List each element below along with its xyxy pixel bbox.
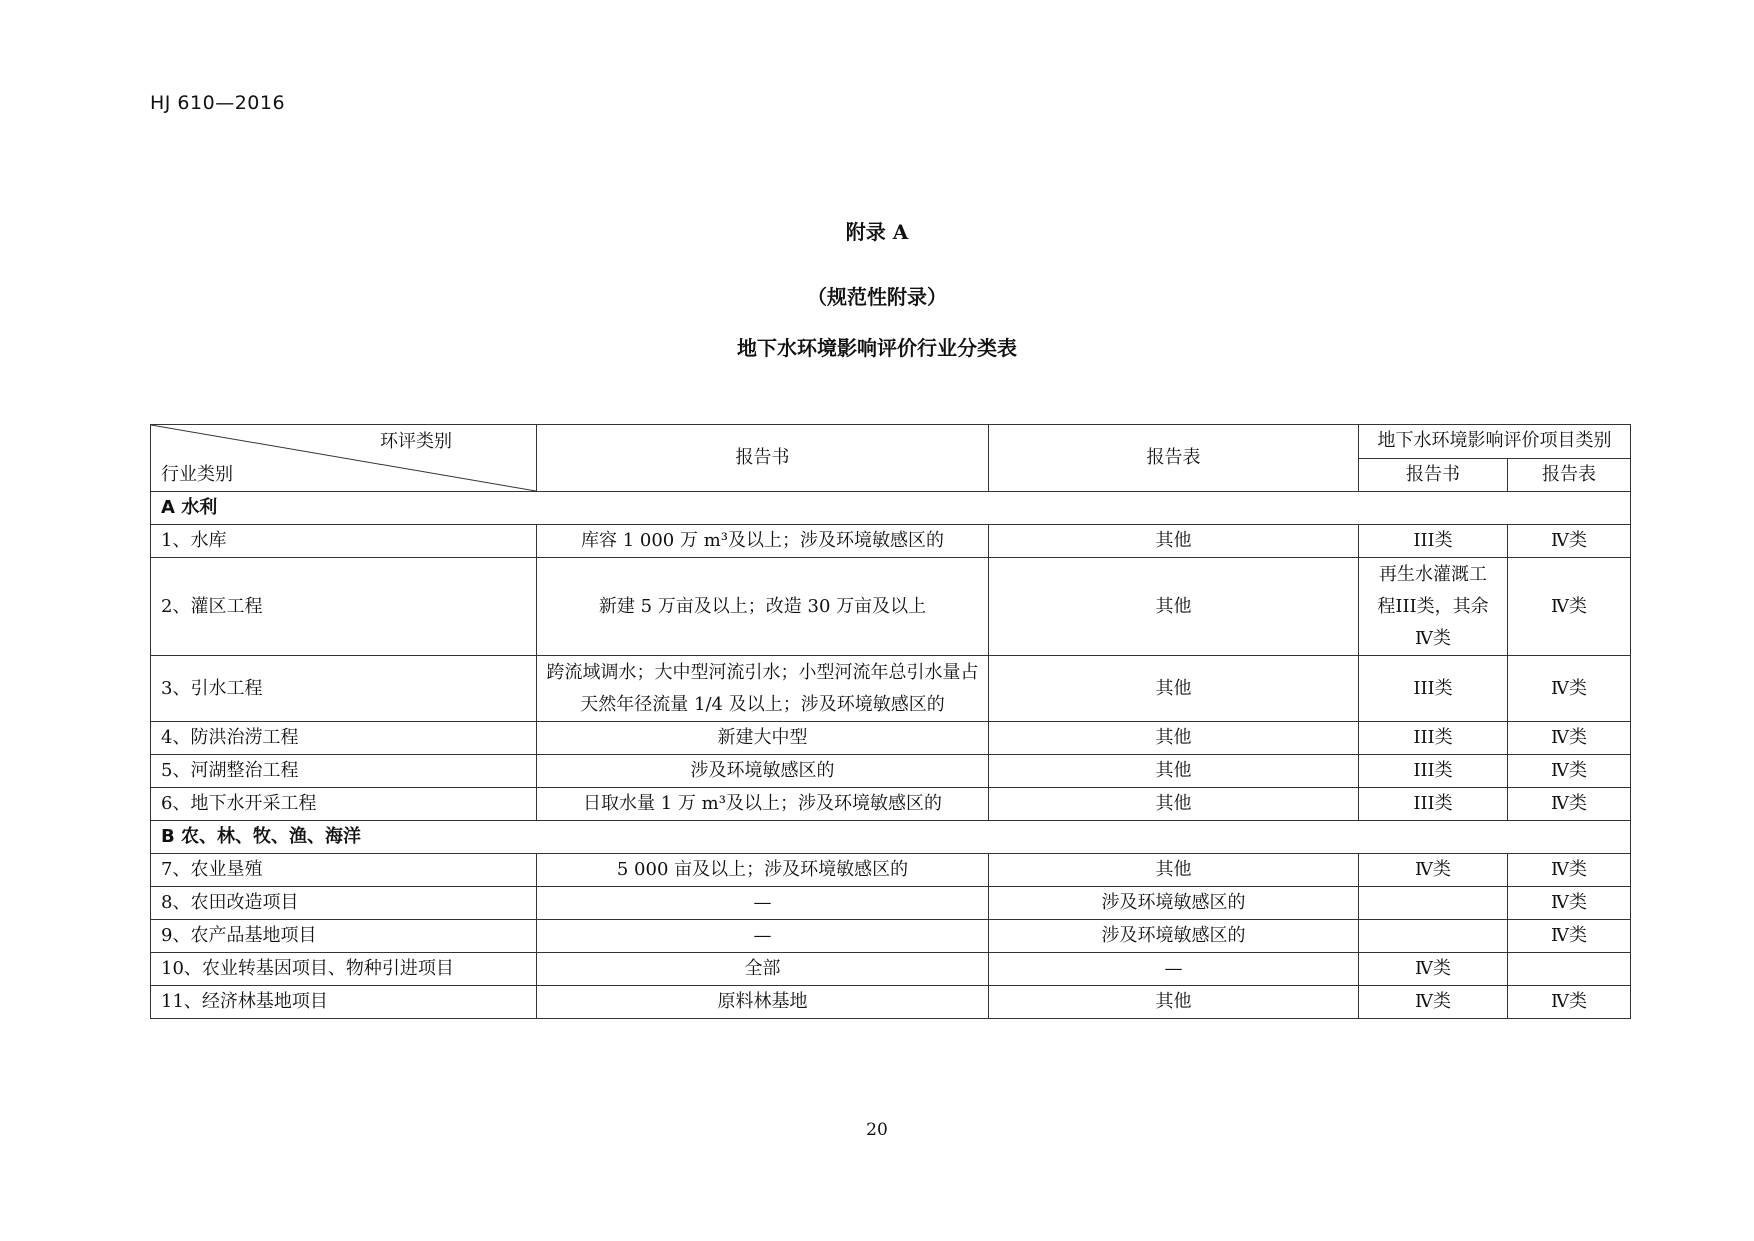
header-industry-category: 行业类别 [161, 464, 233, 485]
report-form-cell: 其他 [989, 525, 1359, 558]
report-book-cell: 库容 1 000 万 m³及以上；涉及环境敏感区的 [537, 525, 989, 558]
header-eia-category: 环评类别 [380, 431, 452, 452]
table-row [151, 656, 1631, 722]
gw-book-cell: III类 [1359, 788, 1508, 821]
table-row [151, 986, 1631, 1019]
industry-cell: 5、河湖整治工程 [151, 755, 537, 788]
gw-form-cell: Ⅳ类 [1508, 920, 1631, 953]
report-form-cell: 涉及环境敏感区的 [989, 887, 1359, 920]
table-row [151, 854, 1631, 887]
header-report-form: 报告表 [989, 425, 1359, 492]
gw-form-cell: Ⅳ类 [1508, 755, 1631, 788]
section-title: B 农、林、牧、渔、海洋 [151, 821, 1631, 854]
gw-book-cell: III类 [1359, 722, 1508, 755]
table-row [151, 788, 1631, 821]
header-gw-report-form: 报告表 [1508, 458, 1631, 492]
industry-classification-table [150, 424, 1631, 1019]
table-row [151, 755, 1631, 788]
report-book-cell: — [537, 920, 989, 953]
page-number: 20 [866, 1120, 888, 1140]
gw-form-cell: Ⅳ类 [1508, 525, 1631, 558]
industry-cell: 2、灌区工程 [151, 558, 537, 656]
table-row [151, 887, 1631, 920]
report-form-cell: 涉及环境敏感区的 [989, 920, 1359, 953]
table-row [151, 558, 1631, 656]
gw-book-cell: III类 [1359, 755, 1508, 788]
report-book-cell: 日取水量 1 万 m³及以上；涉及环境敏感区的 [537, 788, 989, 821]
header-gw-report-book: 报告书 [1359, 458, 1508, 492]
appendix-title: 附录 A [845, 220, 909, 244]
gw-form-cell: Ⅳ类 [1508, 788, 1631, 821]
report-book-cell: 新建大中型 [537, 722, 989, 755]
table-row [151, 722, 1631, 755]
diagonal-header-cell [151, 425, 537, 492]
report-book-cell: 原料林基地 [537, 986, 989, 1019]
report-book-cell: 全部 [537, 953, 989, 986]
report-form-cell: 其他 [989, 788, 1359, 821]
report-form-cell: 其他 [989, 558, 1359, 656]
gw-form-cell: Ⅳ类 [1508, 887, 1631, 920]
gw-form-cell: Ⅳ类 [1508, 722, 1631, 755]
gw-form-cell: Ⅳ类 [1508, 854, 1631, 887]
report-form-cell: — [989, 953, 1359, 986]
section-title: A 水利 [151, 492, 1631, 525]
table-title: 地下水环境影响评价行业分类表 [737, 336, 1017, 360]
report-book-cell: 跨流域调水；大中型河流引水；小型河流年总引水量占天然年径流量 1/4 及以上；涉及环境敏感区的 [537, 656, 989, 722]
table-row [151, 525, 1631, 558]
report-book-cell: 新建 5 万亩及以上；改造 30 万亩及以上 [537, 558, 989, 656]
report-form-cell: 其他 [989, 656, 1359, 722]
report-form-cell: 其他 [989, 854, 1359, 887]
table-row [151, 920, 1631, 953]
table-row [151, 953, 1631, 986]
gw-form-cell: Ⅳ类 [1508, 986, 1631, 1019]
report-form-cell: 其他 [989, 755, 1359, 788]
document-code: HJ 610—2016 [150, 92, 286, 114]
industry-cell: 4、防洪治涝工程 [151, 722, 537, 755]
industry-cell: 7、农业垦殖 [151, 854, 537, 887]
industry-cell: 11、经济林基地项目 [151, 986, 537, 1019]
report-form-cell: 其他 [989, 722, 1359, 755]
gw-book-cell [1359, 887, 1508, 920]
industry-cell: 6、地下水开采工程 [151, 788, 537, 821]
header-gw-category: 地下水环境影响评价项目类别 [1359, 425, 1631, 459]
gw-form-cell [1508, 953, 1631, 986]
gw-form-cell: Ⅳ类 [1508, 656, 1631, 722]
gw-book-cell [1359, 920, 1508, 953]
report-book-cell: 5 000 亩及以上；涉及环境敏感区的 [537, 854, 989, 887]
gw-book-cell: Ⅳ类 [1359, 854, 1508, 887]
industry-cell: 3、引水工程 [151, 656, 537, 722]
gw-book-cell: Ⅳ类 [1359, 953, 1508, 986]
header-report-book: 报告书 [537, 425, 989, 492]
gw-book-cell: Ⅳ类 [1359, 986, 1508, 1019]
gw-book-cell: III类 [1359, 525, 1508, 558]
gw-form-cell: Ⅳ类 [1508, 558, 1631, 656]
appendix-subtitle: （规范性附录） [807, 285, 947, 309]
gw-book-cell: 再生水灌溉工程III类，其余Ⅳ类 [1359, 558, 1508, 656]
report-book-cell: 涉及环境敏感区的 [537, 755, 989, 788]
industry-cell: 8、农田改造项目 [151, 887, 537, 920]
industry-cell: 9、农产品基地项目 [151, 920, 537, 953]
industry-cell: 10、农业转基因项目、物种引进项目 [151, 953, 537, 986]
gw-book-cell: III类 [1359, 656, 1508, 722]
report-book-cell: — [537, 887, 989, 920]
report-form-cell: 其他 [989, 986, 1359, 1019]
industry-cell: 1、水库 [151, 525, 537, 558]
